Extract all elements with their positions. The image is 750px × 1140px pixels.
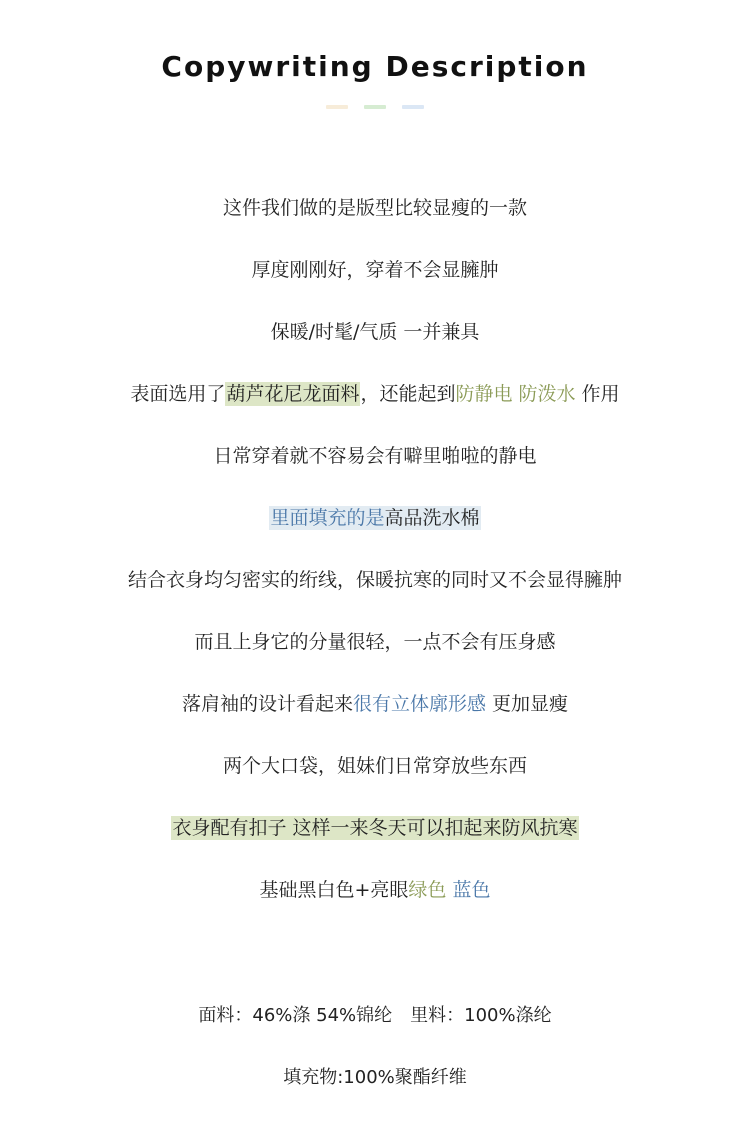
divider-dash-1 (326, 105, 348, 109)
desc-line-5: 日常穿着就不容易会有噼里啪啦的静电 (213, 445, 537, 467)
desc-line-8: 而且上身它的分量很轻，一点不会有压身感 (194, 631, 556, 653)
function-highlight: 防静电 防泼水 (455, 383, 576, 405)
desc-line-4-part-5: 作用 (575, 383, 620, 405)
color-blue-label: 蓝色 (452, 879, 491, 901)
desc-line-9 (0, 690, 750, 718)
page-title: Copywriting Description (161, 50, 589, 83)
desc-line-2: 厚度刚刚好，穿着不会显臃肿 (251, 259, 499, 281)
desc-line-12-part-1: 基础黑白色+亮眼 (259, 879, 409, 901)
desc-line-6-part-1: 里面填充的是 (270, 507, 385, 529)
filling-highlight (269, 506, 480, 530)
desc-line-4-part-1: 表面选用了 (130, 383, 226, 405)
desc-line-3: 保暖/时髦/气质 一并兼具 (270, 321, 480, 343)
title-divider (0, 105, 750, 109)
desc-line-10: 两个大口袋，姐妹们日常穿放些东西 (222, 755, 527, 777)
divider-dash-3 (402, 105, 424, 109)
desc-line-6 (0, 504, 750, 532)
silhouette-highlight: 很有立体廓形感 (352, 693, 486, 715)
desc-line-7: 结合衣身均匀密实的绗线，保暖抗寒的同时又不会显得臃肿 (127, 569, 622, 591)
desc-line-9-part-3: 更加显瘦 (485, 693, 569, 715)
divider-dash-2 (364, 105, 386, 109)
filling-spec: 填充物:100%聚酯纤维 (283, 1067, 467, 1088)
buttons-highlight: 衣身配有扣子 这样一来冬天可以扣起来防风抗寒 (172, 817, 578, 839)
color-green-label: 绿色 (408, 879, 447, 901)
desc-line-4-part-3: ，还能起到 (360, 383, 456, 405)
desc-line-1: 这件我们做的是版型比较显瘦的一款 (222, 197, 527, 219)
desc-line-11 (0, 814, 750, 842)
desc-line-6-part-2: 高品洗水棉 (384, 507, 480, 529)
desc-line-12 (0, 876, 750, 904)
desc-line-9-part-1: 落肩袖的设计看起来 (181, 693, 353, 715)
fabric-highlight: 葫芦花尼龙面料 (226, 383, 360, 405)
desc-line-4 (0, 380, 750, 408)
fabric-spec: 面料：46%涤 54%锦纶 里料：100%涤纶 (198, 1005, 552, 1026)
